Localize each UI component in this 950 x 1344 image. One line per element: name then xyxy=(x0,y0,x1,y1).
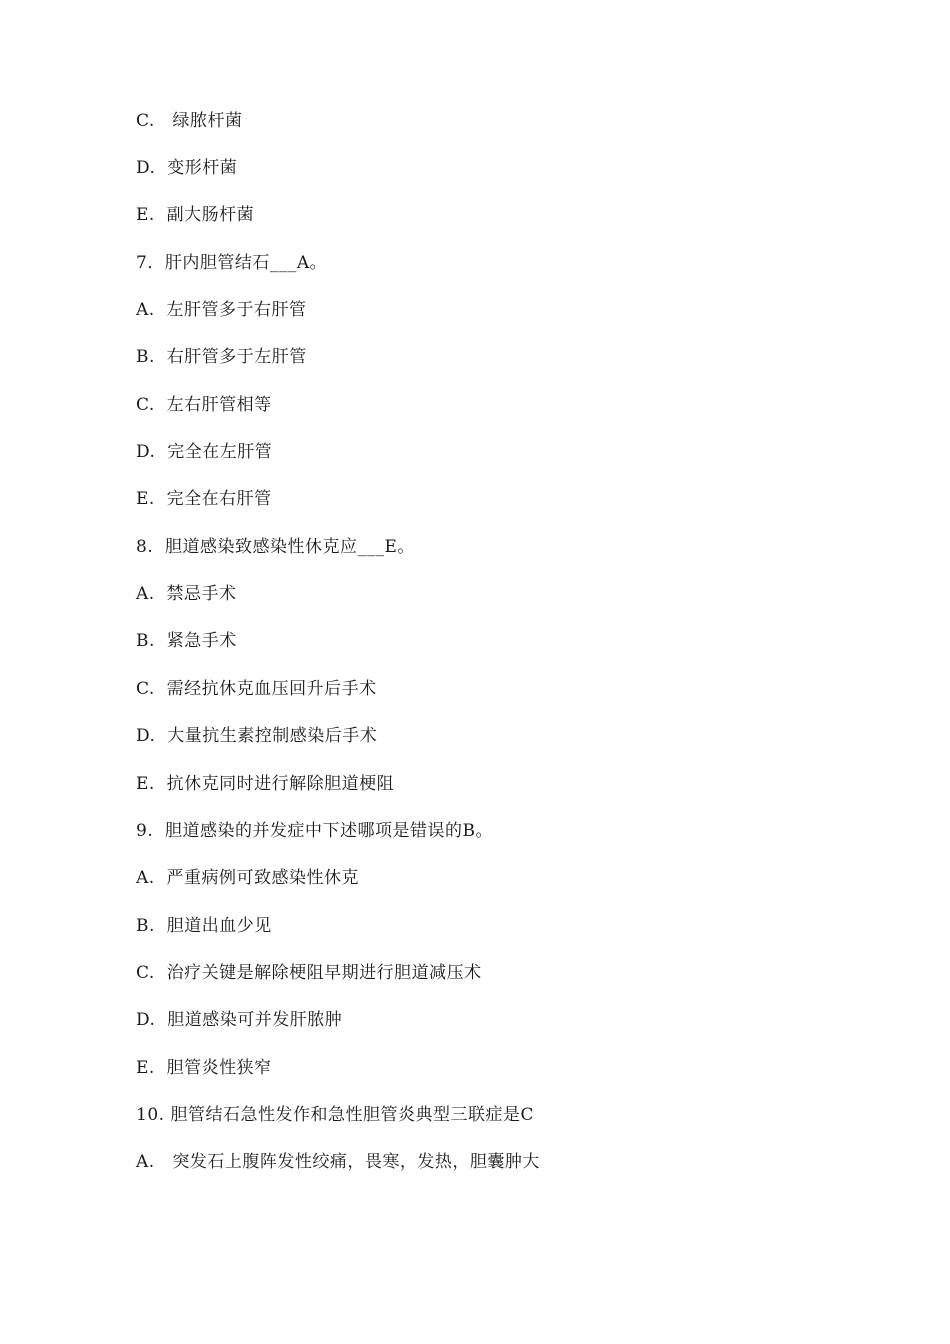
question-8: 8. 胆道感染致感染性休克应___E。 xyxy=(136,537,415,557)
q9-option-d: D. 胆道感染可并发肝脓肿 xyxy=(136,1010,343,1030)
q10-option-a: A. 突发石上腹阵发性绞痛，畏寒，发热，胆囊肿大 xyxy=(136,1152,540,1172)
q7-option-c: C. 左右肝管相等 xyxy=(136,395,272,415)
question-7: 7．肝内胆管结石___A。 xyxy=(136,253,328,273)
q9-option-a: A. 严重病例可致感染性休克 xyxy=(136,868,359,888)
q8-option-c: C. 需经抗休克血压回升后手术 xyxy=(136,679,377,699)
q8-option-b: B. 紧急手术 xyxy=(136,631,237,651)
question-10: 10. 胆管结石急性发作和急性胆管炎典型三联症是C xyxy=(136,1105,534,1125)
q9-option-c: C. 治疗关键是解除梗阻早期进行胆道减压术 xyxy=(136,963,482,983)
q7-option-b: B. 右肝管多于左肝管 xyxy=(136,347,307,367)
q7-option-e: E. 完全在右肝管 xyxy=(136,489,272,509)
q9-option-e: E. 胆管炎性狭窄 xyxy=(136,1058,272,1078)
q9-option-b: B. 胆道出血少见 xyxy=(136,916,272,936)
question-9: 9. 胆道感染的并发症中下述哪项是错误的B。 xyxy=(136,821,494,841)
option-d-proteus: D. 变形杆菌 xyxy=(136,158,238,178)
option-c-pseudomonas: C. 绿脓杆菌 xyxy=(136,111,243,131)
q8-option-a: A. 禁忌手术 xyxy=(136,584,237,604)
q8-option-e: E. 抗休克同时进行解除胆道梗阻 xyxy=(136,774,395,794)
option-e-paracolon: E. 副大肠杆菌 xyxy=(136,205,255,225)
q7-option-d: D. 完全在左肝管 xyxy=(136,442,273,462)
q7-option-a: A. 左肝管多于右肝管 xyxy=(136,300,307,320)
q8-option-d: D. 大量抗生素控制感染后手术 xyxy=(136,726,378,746)
